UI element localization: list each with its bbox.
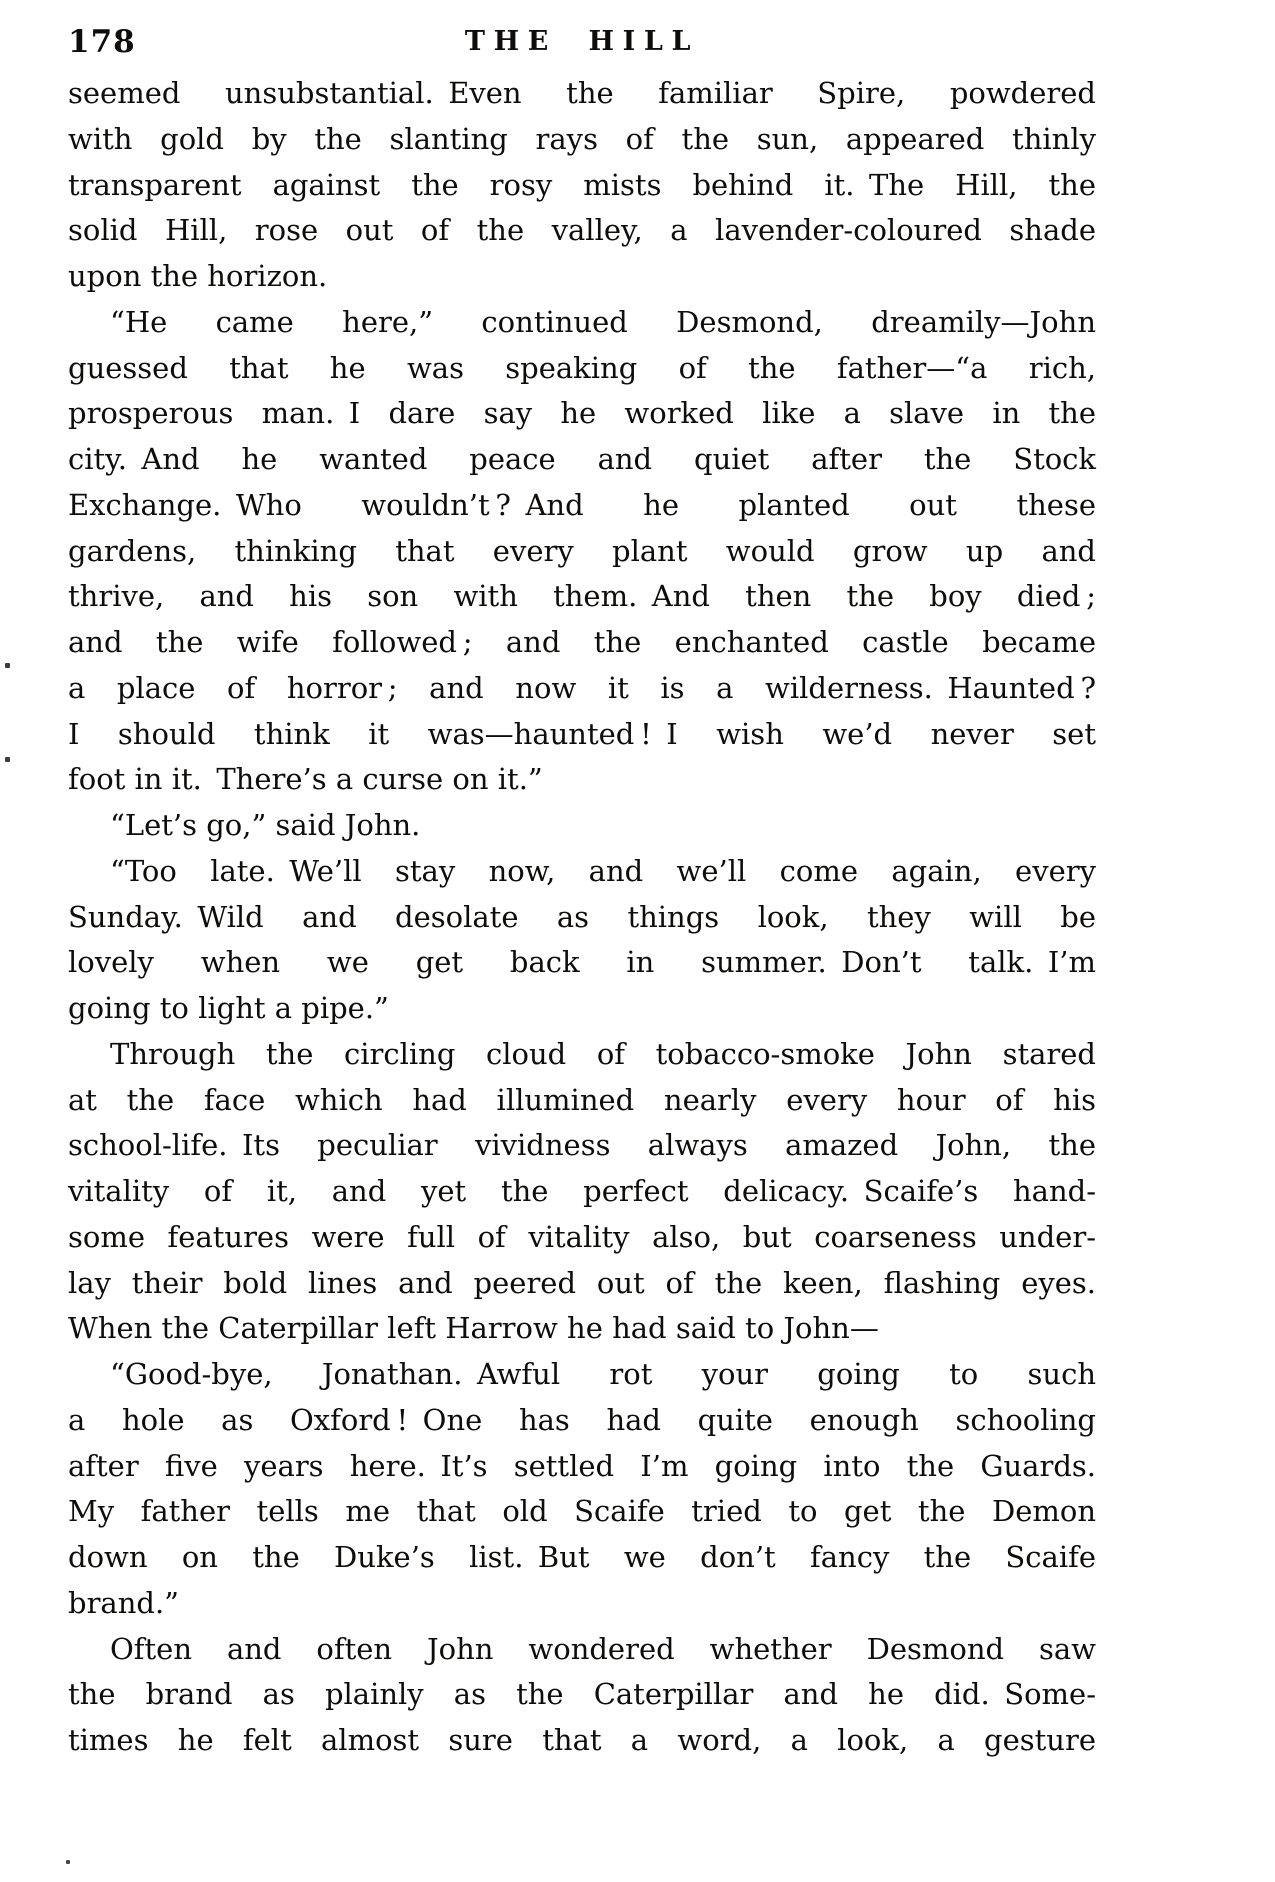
text-line: some features were full of vitality also, but coarseness under- — [68, 1219, 1096, 1254]
text-line: after five years here. It’s settled I’m going into the Guards. — [68, 1448, 1096, 1483]
text-line: When the Caterpillar left Harrow he had said to John— — [68, 1311, 879, 1346]
text-line: thrive, and his son with them. And then the boy died ; — [68, 579, 1096, 614]
text-line: upon the horizon. — [68, 259, 328, 293]
text-line: guessed that he was speaking of the father—“a rich, — [68, 350, 1096, 385]
text-line: “Let’s go,” said John. — [110, 808, 421, 842]
text-line: I should think it was—haunted ! I wish we’d never set — [68, 716, 1096, 751]
body-text — [68, 71, 1096, 1764]
text-line: the brand as plainly as the Caterpillar and he did. Some- — [68, 1677, 1096, 1712]
text-line: at the face which had illumined nearly every hour of his — [68, 1082, 1096, 1117]
text-line: Exchange. Who wouldn’t ? And he planted out these — [68, 487, 1096, 522]
text-line: “He came here,” continued Desmond, dreamily—John — [110, 304, 1096, 339]
text-line: Through the circling cloud of tobacco-smoke John stared — [110, 1036, 1096, 1071]
text-line: foot in it. There’s a curse on it.” — [68, 762, 543, 797]
text-line: seemed unsubstantial. Even the familiar Spire, powdered — [68, 76, 1096, 110]
text-line: transparent against the rosy mists behind it. The Hill, the — [68, 167, 1096, 202]
text-line: a hole as Oxford ! One has had quite enough schooling — [68, 1402, 1096, 1437]
running-title: THE HILL — [464, 26, 700, 57]
text-line: brand.” — [68, 1585, 180, 1620]
text-line: “Too late. We’ll stay now, and we’ll come again, every — [110, 853, 1096, 888]
page-number: 178 — [68, 24, 136, 60]
text-line: down on the Duke’s list. But we don’t fancy the Scaife — [68, 1540, 1096, 1574]
scan-speck — [66, 1860, 70, 1864]
text-line: and the wife followed ; and the enchanted castle became — [68, 625, 1096, 659]
text-line: times he felt almost sure that a word, a look, a gesture — [68, 1723, 1096, 1757]
text-line: with gold by the slanting rays of the sun, appeared thinly — [68, 121, 1096, 156]
text-line: school-life. Its peculiar vividness always amazed John, the — [68, 1128, 1096, 1163]
text-line: a place of horror ; and now it is a wilderness. Haunted ? — [68, 670, 1096, 705]
text-line: My father tells me that old Scaife tried to get the Demon — [68, 1494, 1096, 1529]
text-line: city. And he wanted peace and quiet after the Stock — [68, 442, 1096, 476]
text-line: Often and often John wondered whether Desmond saw — [110, 1631, 1096, 1666]
text-line: lovely when we get back in summer. Don’t talk. I’m — [68, 945, 1096, 980]
text-line: “Good-bye, Jonathan. Awful rot your going to such — [110, 1357, 1096, 1391]
page-header — [68, 18, 1096, 62]
scan-speck — [5, 663, 10, 668]
scan-speck — [5, 757, 10, 762]
text-line: Sunday. Wild and desolate as things look, they will be — [68, 899, 1096, 934]
text-line: vitality of it, and yet the perfect delicacy. Scaife’s hand- — [68, 1174, 1096, 1208]
text-line: prosperous man. I dare say he worked like a slave in the — [68, 396, 1096, 431]
text-line: going to light a pipe.” — [68, 991, 389, 1025]
text-line: solid Hill, rose out of the valley, a lavender-coloured shade — [68, 213, 1096, 248]
text-line: gardens, thinking that every plant would grow up and — [68, 533, 1096, 568]
text-line: lay their bold lines and peered out of the keen, flashing eyes. — [68, 1265, 1096, 1300]
